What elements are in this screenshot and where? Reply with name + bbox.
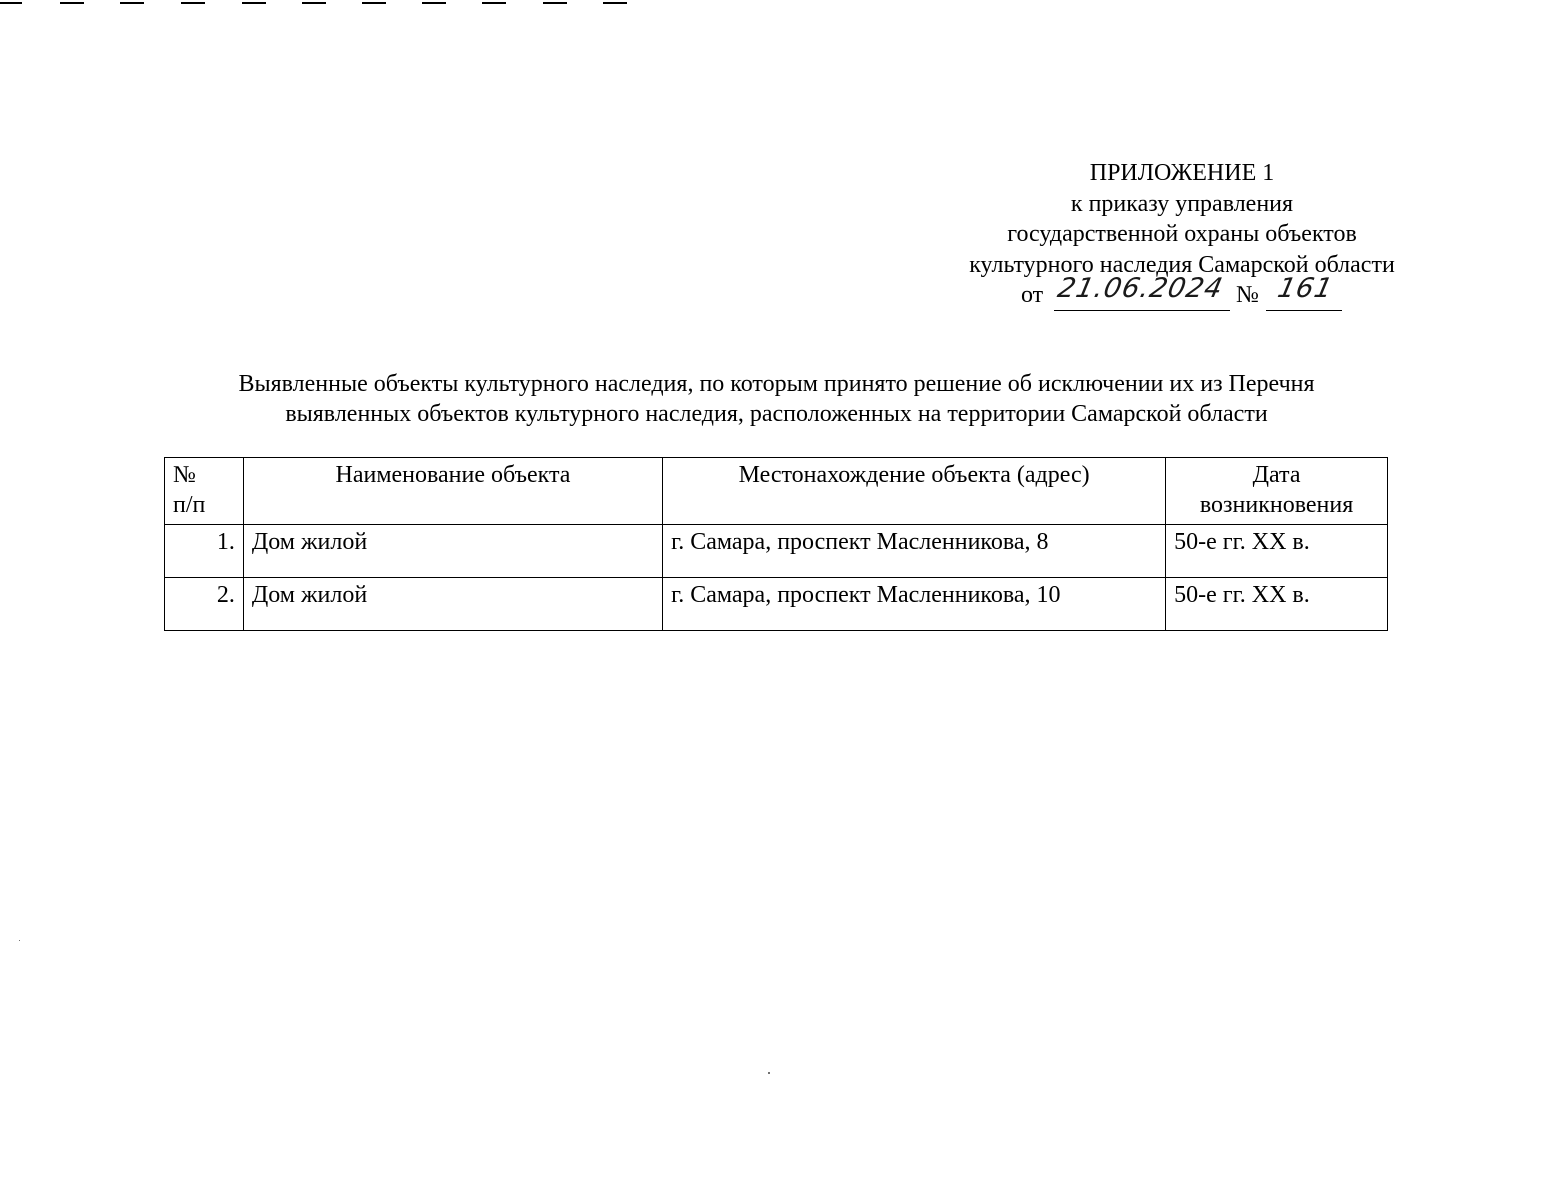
table-header-row [165,458,1388,525]
header-number [165,458,244,525]
appendix-title: ПРИЛОЖЕНИЕ 1 [1089,160,1275,186]
appendix-line-1: к приказу управления [1070,190,1294,217]
row-number: 1. [165,525,244,578]
order-date-field [1054,273,1230,311]
header-number-pp: п/п [173,492,206,518]
heading-line-2: выявленных объектов культурного наследия, расположенных на территории Самарской области [285,401,1268,427]
appendix-line-3: культурного наследия Самарской области [969,251,1395,278]
appendix-line-2: государственной охраны объектов [1007,221,1357,247]
row-object-name: Дом жилой [243,525,662,578]
heritage-objects-table [164,457,1388,631]
document-heading [150,369,1403,429]
header-date [1166,458,1388,525]
heading-line-1: Выявленные объекты культурного наследия, по которым принято решение об исключении их из Перечня [238,371,1315,397]
scan-edge-artifact [0,0,640,10]
order-number-field [1266,273,1342,311]
header-name: Наименование объекта [243,458,662,525]
row-date: 50-е гг. XX в. [1166,525,1388,578]
order-date-handwritten: 21.06.2024 [1054,273,1227,304]
order-date-number-line [940,273,1424,311]
header-date-line-2: возникновения [1199,492,1354,518]
header-address: Местонахождение объекта (адрес) [663,458,1166,525]
header-number-sign: № [173,462,196,488]
row-date: 50-е гг. XX в. [1166,578,1388,631]
header-date-line-1: Дата [1252,462,1301,488]
scan-speck [768,1072,770,1074]
scan-speck [19,940,20,941]
number-sign: № [1236,282,1259,308]
row-number: 2. [165,578,244,631]
appendix-block [940,158,1424,311]
row-address: г. Самара, проспект Масленникова, 10 [663,578,1166,631]
row-address: г. Самара, проспект Масленникова, 8 [663,525,1166,578]
order-number-handwritten: 161 [1274,273,1337,304]
row-object-name: Дом жилой [243,578,662,631]
table-row [165,578,1388,631]
date-prefix: от [1021,282,1044,308]
table-row [165,525,1388,578]
